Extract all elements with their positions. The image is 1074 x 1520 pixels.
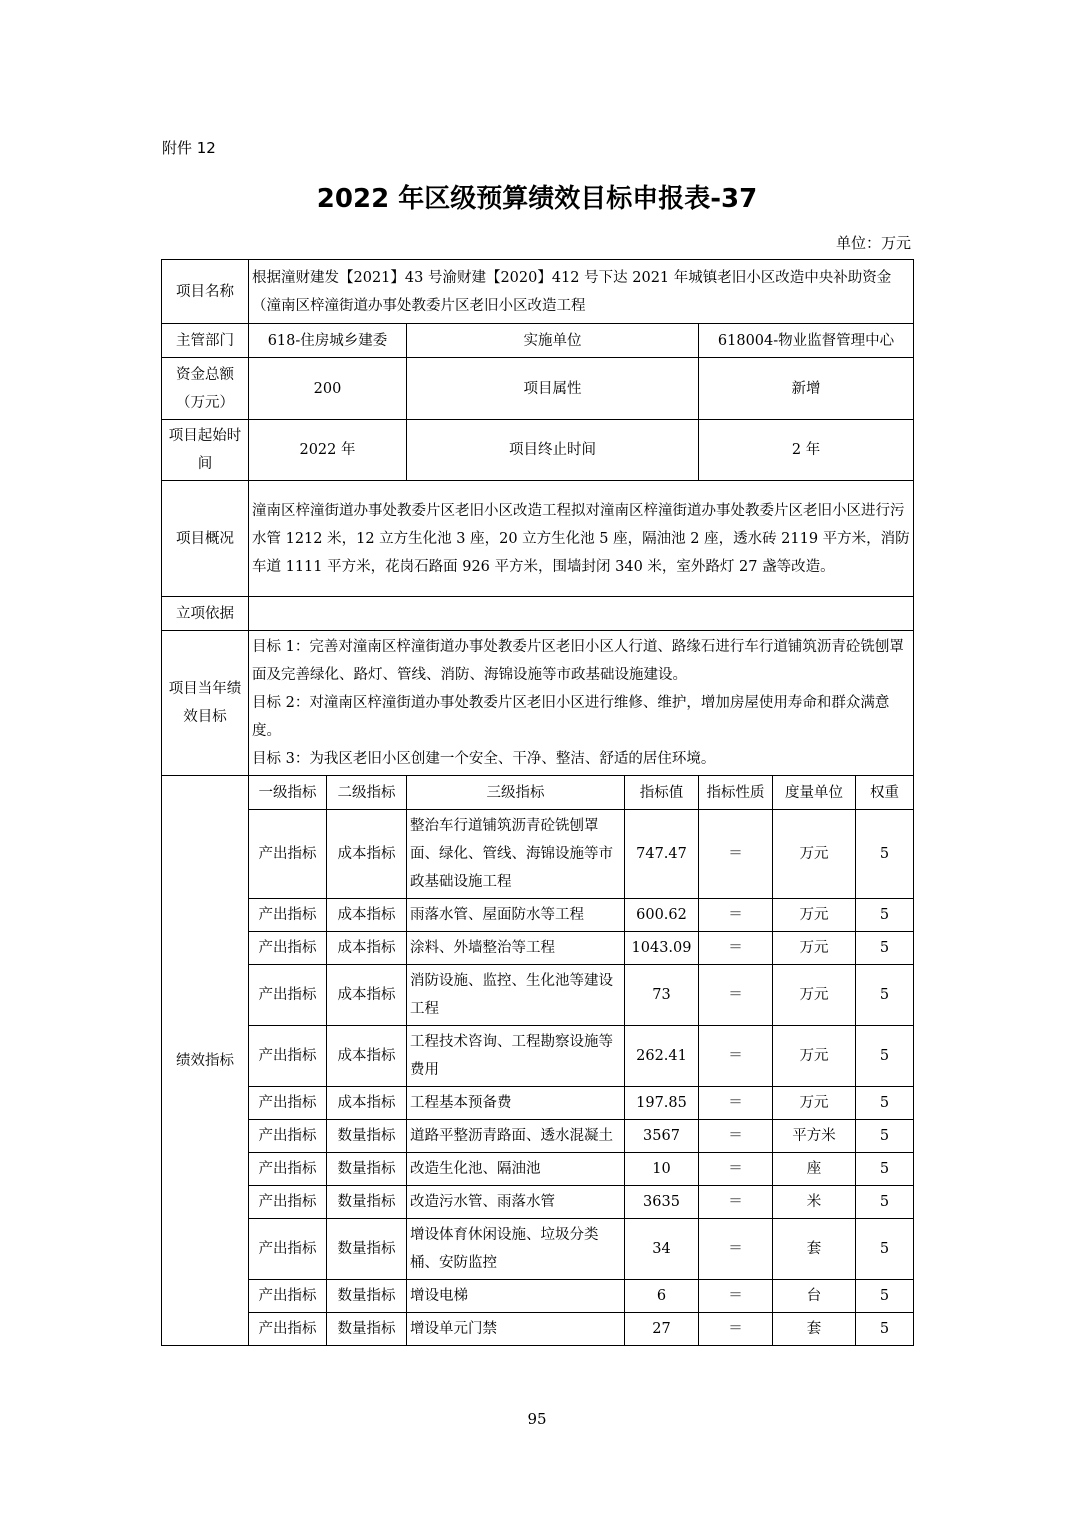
budget-table — [161, 259, 914, 1346]
weight-cell: 5 — [856, 1313, 914, 1346]
end-value: 2 年 — [699, 420, 914, 481]
level2-cell: 数量指标 — [327, 1313, 407, 1346]
unit-cell: 万元 — [773, 965, 856, 1026]
unit-cell: 套 — [773, 1313, 856, 1346]
level1-cell: 产出指标 — [249, 1153, 327, 1186]
indicator-row — [162, 899, 914, 932]
weight-cell: 5 — [856, 1219, 914, 1280]
nature-cell: ＝ — [699, 1313, 773, 1346]
dept-label: 主管部门 — [162, 324, 249, 358]
level2-cell: 数量指标 — [327, 1280, 407, 1313]
value-cell: 27 — [625, 1313, 699, 1346]
level2-cell: 数量指标 — [327, 1186, 407, 1219]
level2-cell: 成本指标 — [327, 810, 407, 899]
nature-cell: ＝ — [699, 1280, 773, 1313]
weight-cell: 5 — [856, 1280, 914, 1313]
level2-cell: 成本指标 — [327, 1087, 407, 1120]
weight-cell: 5 — [856, 1026, 914, 1087]
unit-cell: 平方米 — [773, 1120, 856, 1153]
attr-value: 新增 — [699, 358, 914, 420]
nature-cell: ＝ — [699, 810, 773, 899]
level2-cell: 成本指标 — [327, 932, 407, 965]
basis-value — [249, 597, 914, 631]
level2-cell: 数量指标 — [327, 1219, 407, 1280]
level1-cell: 产出指标 — [249, 1280, 327, 1313]
nature-cell: ＝ — [699, 932, 773, 965]
value-cell: 10 — [625, 1153, 699, 1186]
level3-cell: 道路平整沥青路面、透水混凝土 — [407, 1120, 625, 1153]
col-header: 一级指标 — [249, 776, 327, 810]
nature-cell: ＝ — [699, 1120, 773, 1153]
indicator-row — [162, 1120, 914, 1153]
nature-cell: ＝ — [699, 965, 773, 1026]
fund-label: 资金总额（万元） — [162, 358, 249, 420]
nature-cell: ＝ — [699, 1186, 773, 1219]
weight-cell: 5 — [856, 965, 914, 1026]
col-header: 二级指标 — [327, 776, 407, 810]
page-number: 95 — [527, 1410, 547, 1428]
start-label: 项目起始时间 — [162, 420, 249, 481]
weight-cell: 5 — [856, 1087, 914, 1120]
level1-cell: 产出指标 — [249, 1026, 327, 1087]
indicator-row — [162, 932, 914, 965]
level1-cell: 产出指标 — [249, 965, 327, 1026]
level1-cell: 产出指标 — [249, 810, 327, 899]
nature-cell: ＝ — [699, 1219, 773, 1280]
goal-1: 目标 1：完善对潼南区梓潼街道办事处教委片区老旧小区人行道、路缘石进行车行道铺筑沥青砼铣刨罩面及完善绿化、路灯、管线、消防、海锦设施等市政基础设施建设。 — [252, 639, 904, 683]
col-header: 指标值 — [625, 776, 699, 810]
dept-value: 618-住房城乡建委 — [249, 324, 407, 358]
nature-cell: ＝ — [699, 1087, 773, 1120]
level1-cell: 产出指标 — [249, 899, 327, 932]
indicator-row — [162, 1153, 914, 1186]
unit-cell: 万元 — [773, 932, 856, 965]
level3-cell: 增设单元门禁 — [407, 1313, 625, 1346]
level3-cell: 雨落水管、屋面防水等工程 — [407, 899, 625, 932]
value-cell: 3635 — [625, 1186, 699, 1219]
goals-cell — [249, 631, 914, 776]
indicator-row — [162, 1313, 914, 1346]
value-cell: 197.85 — [625, 1087, 699, 1120]
col-header: 权重 — [856, 776, 914, 810]
overview-label: 项目概况 — [162, 481, 249, 597]
level1-cell: 产出指标 — [249, 1087, 327, 1120]
project-name-label: 项目名称 — [162, 260, 249, 324]
level2-cell: 数量指标 — [327, 1153, 407, 1186]
level1-cell: 产出指标 — [249, 1219, 327, 1280]
weight-cell: 5 — [856, 1120, 914, 1153]
value-cell: 73 — [625, 965, 699, 1026]
value-cell: 3567 — [625, 1120, 699, 1153]
fund-value: 200 — [249, 358, 407, 420]
indicator-row — [162, 1026, 914, 1087]
nature-cell: ＝ — [699, 1153, 773, 1186]
goal-3: 目标 3：为我区老旧小区创建一个安全、干净、整洁、舒适的居住环境。 — [252, 751, 716, 767]
unit-cell: 套 — [773, 1219, 856, 1280]
col-header: 指标性质 — [699, 776, 773, 810]
project-name-value: 根据潼财建发【2021】43 号渝财建【2020】412 号下达 2021 年城镇老旧小区改造中央补助资金（潼南区梓潼街道办事处教委片区老旧小区改造工程 — [249, 260, 914, 324]
level1-cell: 产出指标 — [249, 1120, 327, 1153]
level3-cell: 工程技术咨询、工程勘察设施等费用 — [407, 1026, 625, 1087]
perf-label: 绩效指标 — [162, 776, 249, 1346]
value-cell: 34 — [625, 1219, 699, 1280]
basis-label: 立项依据 — [162, 597, 249, 631]
attachment-label: 附件 12 — [162, 139, 216, 157]
overview-value: 潼南区梓潼街道办事处教委片区老旧小区改造工程拟对潼南区梓潼街道办事处教委片区老旧小区进行污水管 1212 米，12 立方生化池 3 座，20 立方生化池 5 座，隔油池 2 座，透水砖 2119 平方米，消防车道 1111 平方米，花岗石路面 926 平方米，围墙封闭 340 米，室外路灯 27 盏等改造。 — [249, 481, 914, 597]
value-cell: 1043.09 — [625, 932, 699, 965]
value-cell: 600.62 — [625, 899, 699, 932]
weight-cell: 5 — [856, 1186, 914, 1219]
weight-cell: 5 — [856, 810, 914, 899]
indicator-row — [162, 1186, 914, 1219]
indicator-row — [162, 810, 914, 899]
level3-cell: 改造生化池、隔油池 — [407, 1153, 625, 1186]
level2-cell: 成本指标 — [327, 899, 407, 932]
value-cell: 6 — [625, 1280, 699, 1313]
col-header: 度量单位 — [773, 776, 856, 810]
unit-cell: 座 — [773, 1153, 856, 1186]
unit-cell: 万元 — [773, 1026, 856, 1087]
indicator-row — [162, 1219, 914, 1280]
level1-cell: 产出指标 — [249, 1186, 327, 1219]
level3-cell: 涂料、外墙整治等工程 — [407, 932, 625, 965]
level1-cell: 产出指标 — [249, 1313, 327, 1346]
weight-cell: 5 — [856, 932, 914, 965]
value-cell: 747.47 — [625, 810, 699, 899]
unit-cell: 台 — [773, 1280, 856, 1313]
unit-label: 单位：万元 — [835, 234, 911, 252]
level2-cell: 成本指标 — [327, 1026, 407, 1087]
weight-cell: 5 — [856, 899, 914, 932]
unit-cell: 万元 — [773, 810, 856, 899]
nature-cell: ＝ — [699, 899, 773, 932]
level1-cell: 产出指标 — [249, 932, 327, 965]
unit-cell: 万元 — [773, 1087, 856, 1120]
col-header: 三级指标 — [407, 776, 625, 810]
page-title: 2022 年区级预算绩效目标申报表-37 — [316, 184, 758, 214]
start-value: 2022 年 — [249, 420, 407, 481]
level3-cell: 改造污水管、雨落水管 — [407, 1186, 625, 1219]
end-label: 项目终止时间 — [407, 420, 699, 481]
goal-2: 目标 2：对潼南区梓潼街道办事处教委片区老旧小区进行维修、维护，增加房屋使用寿命和群众满意度。 — [252, 695, 890, 739]
goal-label: 项目当年绩效目标 — [162, 631, 249, 776]
level3-cell: 增设体育休闲设施、垃圾分类桶、安防监控 — [407, 1219, 625, 1280]
weight-cell: 5 — [856, 1153, 914, 1186]
level3-cell: 整治车行道铺筑沥青砼铣刨罩面、绿化、管线、海锦设施等市政基础设施工程 — [407, 810, 625, 899]
impl-value: 618004-物业监督管理中心 — [699, 324, 914, 358]
unit-cell: 米 — [773, 1186, 856, 1219]
level3-cell: 消防设施、监控、生化池等建设工程 — [407, 965, 625, 1026]
level3-cell: 增设电梯 — [407, 1280, 625, 1313]
unit-cell: 万元 — [773, 899, 856, 932]
indicator-row — [162, 965, 914, 1026]
value-cell: 262.41 — [625, 1026, 699, 1087]
impl-label: 实施单位 — [407, 324, 699, 358]
nature-cell: ＝ — [699, 1026, 773, 1087]
indicator-row — [162, 1280, 914, 1313]
attr-label: 项目属性 — [407, 358, 699, 420]
level2-cell: 成本指标 — [327, 965, 407, 1026]
level2-cell: 数量指标 — [327, 1120, 407, 1153]
level3-cell: 工程基本预备费 — [407, 1087, 625, 1120]
indicator-row — [162, 1087, 914, 1120]
